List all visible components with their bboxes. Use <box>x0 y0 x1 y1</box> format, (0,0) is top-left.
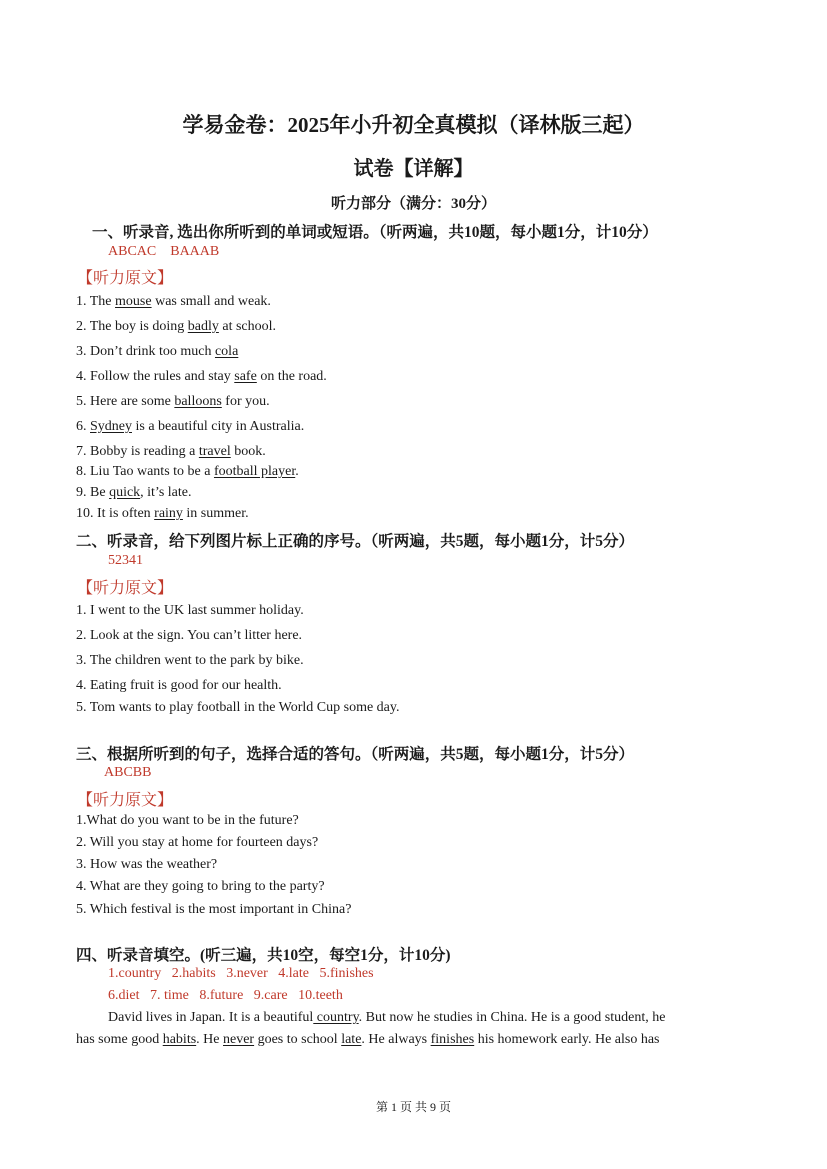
section2-line: 3. The children went to the park by bike. <box>76 653 304 668</box>
line-text: 10. It is often <box>76 506 155 521</box>
line-text: on the road. <box>256 369 327 384</box>
section1-line <box>76 464 299 480</box>
blank-country: country <box>313 1010 359 1025</box>
document-subtitle: 试卷【详解】 <box>353 158 474 180</box>
section1-answer: ABCAC BAAAB <box>108 244 220 259</box>
section1-line <box>76 319 276 335</box>
section3-transcript-tag: 【听力原文】 <box>77 792 174 809</box>
line-text: 9. Be <box>76 485 110 500</box>
blank-finishes: finishes <box>430 1032 475 1047</box>
section3-line: 3. How was the weather? <box>76 857 218 872</box>
section2-answer: 52341 <box>108 553 143 568</box>
line-keyword: football player <box>213 464 296 479</box>
section4-answer-line1: 1.country 2.habits 3.never 4.late 5.finishes <box>108 966 374 981</box>
line-text: for you. <box>221 394 270 409</box>
page-footer: 第 1 页 共 9 页 <box>375 1100 451 1114</box>
section3-line: 1.What do you want to be in the future? <box>76 813 299 828</box>
document-title: 学易金卷：2025年小升初全真模拟（译林版三起） <box>182 113 645 137</box>
section1-line <box>76 419 304 435</box>
section1-line <box>76 394 270 410</box>
section2-transcript-tag: 【听力原文】 <box>77 580 174 597</box>
para2-text-a: has some good <box>76 1032 163 1047</box>
section1-line <box>76 294 271 310</box>
line-text: 8. Liu Tao wants to be a <box>76 464 214 479</box>
line-text: 7. Bobby is reading a <box>76 444 199 459</box>
blank-habits: habits <box>162 1032 197 1047</box>
line-text: 1. The <box>76 294 116 309</box>
section1-heading: 一、听录音, 选出你所听到的单词或短语。（听两遍，共10题，每小题1分，计10分） <box>92 224 658 241</box>
para2-text-b: . He <box>196 1032 223 1047</box>
line-text: was small and weak. <box>151 294 271 309</box>
line-text: 6. <box>76 419 90 434</box>
line-text: 5. Here are some <box>76 394 175 409</box>
section4-answer-line2: 6.diet 7. time 8.future 9.care 10.teeth <box>108 988 343 1003</box>
line-text: at school. <box>218 319 277 334</box>
line-keyword: rainy <box>154 506 183 521</box>
para1-text-a: David lives in Japan. It is a beautiful <box>108 1010 314 1025</box>
line-keyword: safe <box>234 369 257 384</box>
para2-text-e: his homework early. He also has <box>474 1032 660 1047</box>
section1-transcript-tag: 【听力原文】 <box>77 270 174 287</box>
line-keyword: Sydney <box>90 419 132 434</box>
line-text: , it’s late. <box>140 485 192 500</box>
section2-heading: 二、听录音，给下列图片标上正确的序号。（听两遍，共5题，每小题1分，计5分） <box>76 533 635 550</box>
part-heading: 听力部分（满分：30分） <box>330 196 496 212</box>
section3-line: 2. Will you stay at home for fourteen days? <box>76 835 319 850</box>
section2-line: 2. Look at the sign. You can’t litter here. <box>76 628 303 643</box>
section1-line <box>76 485 192 501</box>
para1-text-b: . But now he studies in China. He is a good student, he <box>358 1010 666 1025</box>
section3-line: 4. What are they going to bring to the party? <box>76 879 325 894</box>
line-keyword: cola <box>214 344 239 359</box>
section2-line: 4. Eating fruit is good for our health. <box>76 678 282 693</box>
para2-text-c: goes to school <box>254 1032 342 1047</box>
line-text: 2. The boy is doing <box>76 319 188 334</box>
section3-line: 5. Which festival is the most important in China? <box>76 902 352 917</box>
line-text: in summer. <box>182 506 249 521</box>
section1-line <box>76 369 327 385</box>
section2-line: 1. I went to the UK last summer holiday. <box>76 603 304 618</box>
blank-late: late <box>341 1032 362 1047</box>
section3-heading: 三、根据所听到的句子，选择合适的答句。（听两遍，共5题，每小题1分，计5分） <box>76 746 635 763</box>
line-keyword: badly <box>187 319 219 334</box>
line-text: is a beautiful city in Australia. <box>132 419 305 434</box>
section4-heading: 四、听录音填空。(听三遍，共10空，每空1分，计10分) <box>76 947 451 964</box>
section3-answer: ABCBB <box>104 765 152 780</box>
line-text: book. <box>230 444 266 459</box>
para2-text-d: . He always <box>361 1032 431 1047</box>
line-keyword: quick <box>109 485 141 500</box>
line-text: 4. Follow the rules and stay <box>76 369 235 384</box>
section1-line <box>76 344 238 360</box>
line-keyword: balloons <box>174 394 222 409</box>
section1-line <box>76 444 266 460</box>
section2-line: 5. Tom wants to play football in the World Cup some day. <box>76 700 400 715</box>
section4-paragraph-line1 <box>108 1010 665 1026</box>
line-text: . <box>295 464 299 479</box>
section4-paragraph-line2 <box>76 1032 660 1048</box>
blank-never: never <box>223 1032 255 1047</box>
line-text: 3. Don’t drink too much <box>76 344 215 359</box>
line-keyword: travel <box>198 444 231 459</box>
section1-line <box>76 506 249 522</box>
line-keyword: mouse <box>115 294 152 309</box>
